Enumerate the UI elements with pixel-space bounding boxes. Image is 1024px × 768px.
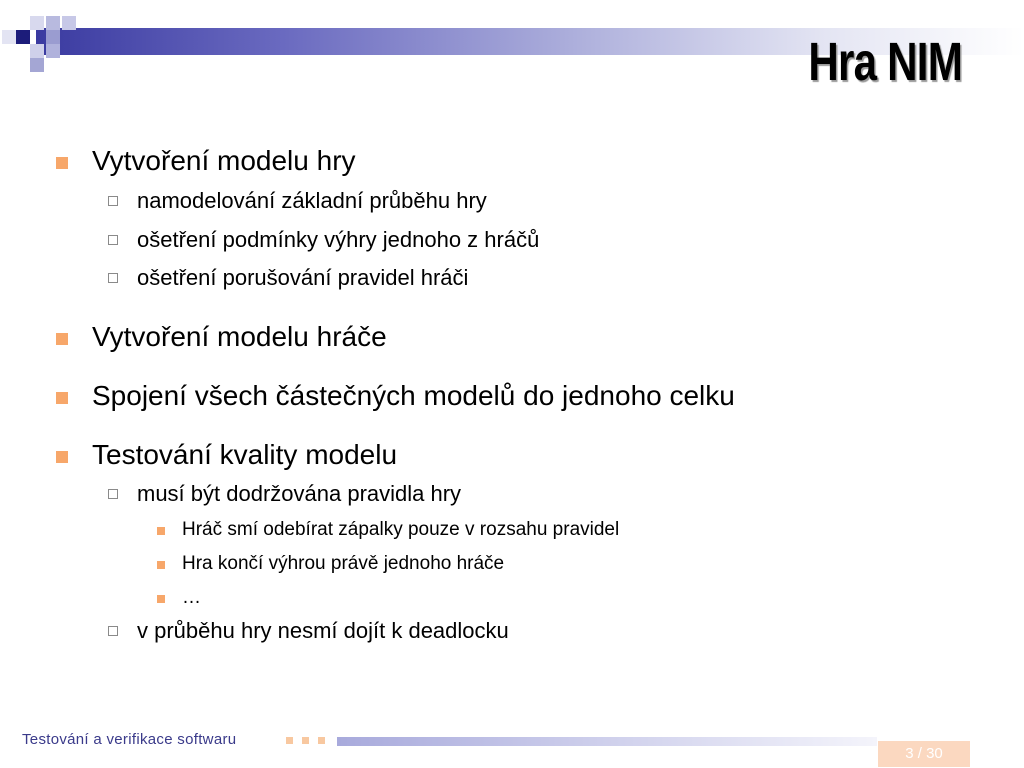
sub-bullet-item: ošetření podmínky výhry jednoho z hráčů xyxy=(137,227,540,252)
checkbox-bullet-icon xyxy=(108,196,118,206)
checkbox-bullet-icon xyxy=(108,489,118,499)
bullet-item: Testování kvality modelu xyxy=(92,439,398,470)
checkbox-bullet-icon xyxy=(108,235,118,245)
bullet-icon xyxy=(56,451,68,463)
small-bullet-icon xyxy=(157,595,165,603)
sub-bullet-item: namodelování základní průběhu hry xyxy=(137,188,487,213)
slide-title: Hra NIM xyxy=(808,32,962,92)
footer-gradient-line xyxy=(337,737,877,746)
bullet-icon xyxy=(56,392,68,404)
checkbox-bullet-icon xyxy=(108,626,118,636)
footer-text: Testování a verifikace softwaru xyxy=(22,731,237,748)
sub-sub-bullet-item: Hra končí výhrou právě jednoho hráče xyxy=(182,553,505,574)
sub-sub-bullet-item: … xyxy=(182,587,201,608)
small-bullet-icon xyxy=(157,527,165,535)
sub-bullet-item: v průběhu hry nesmí dojít k deadlocku xyxy=(137,618,509,643)
sub-sub-bullet-item: Hráč smí odebírat zápalky pouze v rozsahu pravidel xyxy=(182,519,620,540)
sub-bullet-item: musí být dodržována pravidla hry xyxy=(137,481,462,506)
page-number-badge: 3 / 30 xyxy=(878,741,970,767)
bullet-icon xyxy=(56,157,68,169)
checkbox-bullet-icon xyxy=(108,273,118,283)
bullet-item: Spojení všech částečných modelů do jednoho celku xyxy=(92,380,735,411)
bullet-item: Vytvoření modelu hry xyxy=(92,145,356,176)
sub-bullet-item: ošetření porušování pravidel hráči xyxy=(137,265,469,290)
bullet-item: Vytvoření modelu hráče xyxy=(92,321,387,352)
small-bullet-icon xyxy=(157,561,165,569)
bullet-icon xyxy=(56,333,68,345)
